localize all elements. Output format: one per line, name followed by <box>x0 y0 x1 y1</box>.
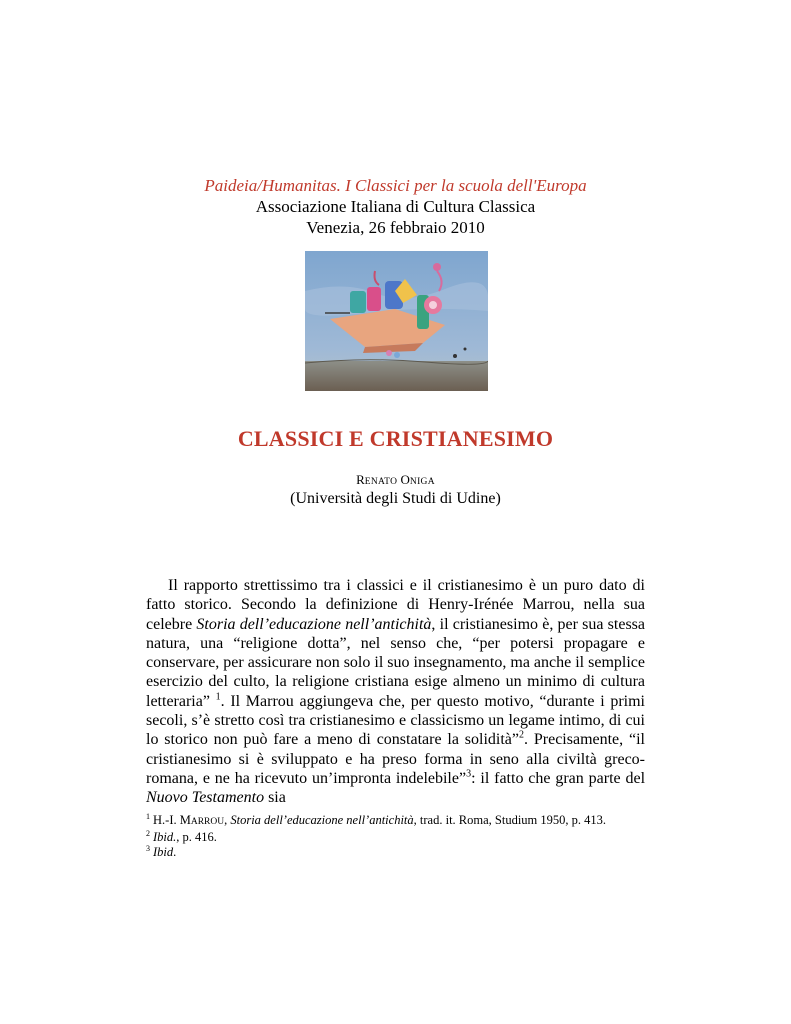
footnote-number: 2 <box>146 828 150 838</box>
footnote-ref-3[interactable]: 3 <box>466 768 472 780</box>
author-first-initial: R <box>356 472 365 487</box>
body-text-1: Il rapporto strettissimo tra i classici e il cristianesimo è un puro dato di fatto storico. Secondo la definizione di Henry-Irénée Marrou, nella sua celebre <box>146 577 645 633</box>
author-name <box>0 471 791 491</box>
footnote-ref-2[interactable]: 2 <box>519 730 525 742</box>
author-last-initial: O <box>400 472 410 487</box>
footnote-text: , trad. it. Roma, Studium 1950, p. 413. <box>413 813 607 827</box>
footnotes <box>146 813 666 860</box>
footnote-number: 1 <box>146 811 150 821</box>
footnote-italic: Storia dell’educazione nell’antichità <box>230 813 414 827</box>
footnote-italic: Ibid <box>153 845 174 859</box>
footnote-smallcaps: ARROU <box>190 817 225 827</box>
footnote <box>146 813 666 830</box>
footnote-italic: Ibid. <box>153 830 177 844</box>
footnote-number: 3 <box>146 843 150 853</box>
body-text-5: : il fatto che gran parte del <box>471 769 646 787</box>
body-paragraph <box>146 576 645 808</box>
body-italic-title-1: Storia dell’educazione nell’antichità <box>196 615 432 633</box>
footnote-text: , p. 416. <box>176 830 217 844</box>
footnote-separator: , <box>224 813 231 827</box>
footnote <box>146 845 666 860</box>
footnote-ref-1[interactable]: 1 <box>215 691 221 703</box>
body-text-2: , il cristianesimo è, per sua stessa natura, una “religione dotta”, nel senso che, “per potersi propagare e conservare, per assicurare non solo il suo insegnamento, ma anche il semplice esercizio del culto, la religione cristiana esige almeno un minimo di cultura letteraria” <box>146 615 646 710</box>
author-affiliation: (Università degli Studi di Udine) <box>290 490 501 507</box>
author-first-rest: ENATO <box>364 477 398 487</box>
document-title: CLASSICI E CRISTIANESIMO <box>237 426 554 451</box>
body-text-6: sia <box>264 789 286 807</box>
body-text-3: . Il Marrou aggiungeva che, per questo motivo, “durante i primi secoli, s’è stretto così tra cristianesimo e classicismo un legame intimo, di cui lo storico non può fare a meno di constatare la solidità” <box>146 692 645 749</box>
event-date: Venezia, 26 febbraio 2010 <box>306 218 485 237</box>
body-italic-title-2: Nuovo Testamento <box>146 789 265 807</box>
header <box>0 175 791 238</box>
series-title: Paideia/Humanitas. I Classici per la scuola dell'Europa <box>204 176 587 195</box>
footnote-text: H.-I. M <box>153 813 191 827</box>
author-last-rest: NIGA <box>409 477 435 487</box>
footnote <box>146 830 666 845</box>
association-name: Associazione Italiana di Cultura Classica <box>255 197 536 216</box>
body-text-4: . Precisamente, “il cristianesimo si è sviluppato e ha preso forma in seno alla civiltà greco-romana, e ne ha ricevuto un’impronta indelebile” <box>146 731 645 787</box>
surreal-painting-illustration <box>305 251 488 391</box>
footnote-text: . <box>173 845 177 859</box>
